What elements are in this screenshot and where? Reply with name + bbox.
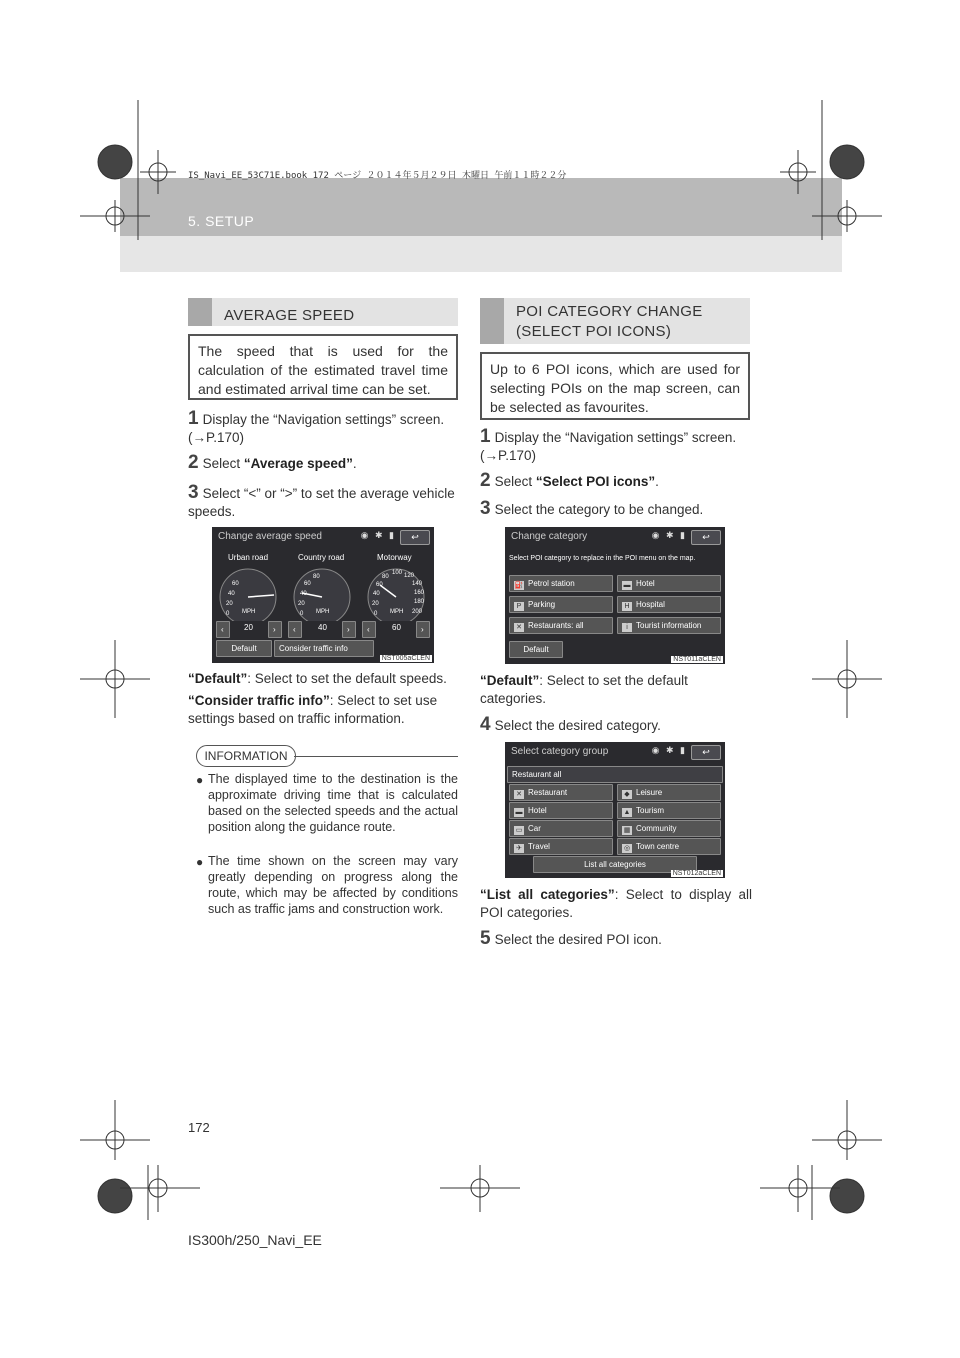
dial3-tick-100: 100 xyxy=(392,570,403,576)
dial2-tick-60: 60 xyxy=(304,581,311,587)
group-car[interactable]: ▭ Car xyxy=(509,820,613,837)
restaurant-icon: ✕ xyxy=(514,623,524,632)
group-town-centre[interactable]: ◎ Town centre xyxy=(617,838,721,855)
note-default-left: “Default”: Select to set the default speeds. xyxy=(188,671,447,686)
info-icon: i xyxy=(622,623,632,632)
dial1-tick-60: 60 xyxy=(232,581,239,587)
urban-increase-button[interactable]: › xyxy=(268,621,282,638)
group-hotel[interactable]: ▬ Hotel xyxy=(509,802,613,819)
parking-icon: P xyxy=(514,602,524,611)
step-1-right: 1 Display the “Navigation settings” screen. (→P.170) xyxy=(480,426,737,463)
urban-decrease-button[interactable]: ‹ xyxy=(216,621,230,638)
hospital-icon: H xyxy=(622,602,632,611)
petrol-icon: ⛽ xyxy=(514,582,524,589)
status-icons: ◉ ✱ ▮ xyxy=(651,530,687,540)
step-5-right: 5 Select the desired POI icon. xyxy=(480,928,662,949)
town-centre-icon: ◎ xyxy=(623,845,631,852)
screen-select-category-group xyxy=(505,742,725,878)
screen-title: Select category group xyxy=(511,746,609,757)
info-bullet-1: ● The displayed time to the destination is the approximate driving time that is calculated based on the selected speeds and the actual position along the guidance route. xyxy=(196,772,458,834)
footer-model: IS300h/250_Navi_EE xyxy=(188,1232,322,1248)
category-restaurants-all[interactable]: ✕ Restaurants: all xyxy=(509,617,613,634)
restaurant-icon: ✕ xyxy=(514,790,524,799)
category-tourist-information[interactable]: i Tourist information xyxy=(617,617,721,634)
section-heading-average-speed xyxy=(188,298,458,326)
dial2-tick-0: 0 xyxy=(300,611,304,617)
step-2-right: 2 Select “Select POI icons”. xyxy=(480,470,659,491)
country-decrease-button[interactable]: ‹ xyxy=(288,621,302,638)
car-icon: ▭ xyxy=(515,827,523,834)
motorway-value: 60 xyxy=(392,623,401,632)
step-3-left: 3 Select “<” or “>” to set the average vehicle speeds. xyxy=(188,482,455,519)
urban-value: 20 xyxy=(244,623,253,632)
label-motorway: Motorway xyxy=(377,553,412,562)
group-leisure[interactable]: ◆ Leisure xyxy=(617,784,721,801)
dial1-tick-40: 40 xyxy=(228,591,235,597)
default-button[interactable]: Default xyxy=(216,640,272,657)
printer-line: IS_Navi_EE_53C71E.book 172 ページ ２０１４年５月２９日 木曜日 午前１１時２２分 xyxy=(188,171,567,181)
page-number: 172 xyxy=(188,1120,210,1135)
back-button[interactable]: ↩ xyxy=(691,530,721,545)
intro-box-poi: Up to 6 POI icons, which are used for selecting POIs on the map screen, can be selected as favourites. xyxy=(480,352,750,420)
dial1-unit: MPH xyxy=(242,609,256,615)
dial1-tick-20: 20 xyxy=(226,601,233,607)
note-consider-traffic: “Consider traffic info”: Select to set use settings based on traffic information. xyxy=(188,693,438,726)
section-label: 5. SETUP xyxy=(188,213,255,229)
travel-icon: ✈ xyxy=(514,844,524,853)
screen-title: Change average speed xyxy=(218,531,322,542)
label-country-road: Country road xyxy=(298,553,345,562)
leisure-icon: ◆ xyxy=(622,790,632,799)
dial3-tick-40: 40 xyxy=(373,591,380,597)
section-heading-poi-category xyxy=(480,298,750,344)
step-4-right: 4 Select the desired category. xyxy=(480,714,661,735)
note-list-all-categories: “List all categories”: Select to display all POI categories. xyxy=(480,887,753,920)
motorway-increase-button[interactable]: › xyxy=(416,621,430,638)
bullet-icon: ● xyxy=(196,855,204,869)
motorway-decrease-button[interactable]: ‹ xyxy=(362,621,376,638)
status-icons: ◉ ✱ ▮ xyxy=(651,745,687,755)
dial3-tick-80: 80 xyxy=(382,574,389,580)
dial3-tick-60: 60 xyxy=(376,582,383,588)
dial3-tick-140: 140 xyxy=(412,581,423,587)
heading-line-2: (SELECT POI ICONS) xyxy=(516,323,672,340)
screen-change-average-speed xyxy=(212,527,434,663)
category-restaurant-all[interactable]: Restaurant all xyxy=(507,766,723,783)
info-bullet-2: ● The time shown on the screen may vary greatly depending on progress along the route, which may be affected by conditions such as traffic jams and construction work. xyxy=(196,854,458,916)
speed-dials xyxy=(212,563,434,621)
label-urban-road: Urban road xyxy=(228,553,269,562)
bullet-icon: ● xyxy=(196,773,204,787)
step-2-left: 2 Select “Average speed”. xyxy=(188,452,357,473)
dial2-tick-20: 20 xyxy=(298,601,305,607)
dial3-tick-200: 200 xyxy=(412,609,423,615)
list-all-categories-button[interactable]: List all categories xyxy=(533,856,697,873)
group-tourism[interactable]: ▲ Tourism xyxy=(617,802,721,819)
screen-subtitle: Select POI category to replace in the POI menu on the map. xyxy=(509,555,696,562)
category-petrol-station[interactable]: ⛽ Petrol station xyxy=(509,575,613,592)
dial2-unit: MPH xyxy=(316,609,330,615)
image-code: NST005aCLEN xyxy=(381,655,430,662)
status-icons: ◉ ✱ ▮ xyxy=(360,530,396,540)
screen-change-category xyxy=(505,527,725,664)
image-code: NST012aCLEN xyxy=(672,870,721,877)
heading-text: AVERAGE SPEED xyxy=(224,307,355,324)
tourism-icon: ▲ xyxy=(623,809,631,816)
dial2-tick-80: 80 xyxy=(313,574,320,580)
dial3-tick-160: 160 xyxy=(414,590,425,596)
intro-box-average-speed: The speed that is used for the calculation of the estimated travel time and estimated arrival time can be set. xyxy=(188,334,458,400)
step-1-left: 1 Display the “Navigation settings” screen. (→P.170) xyxy=(188,408,445,445)
country-increase-button[interactable]: › xyxy=(342,621,356,638)
default-button[interactable]: Default xyxy=(509,641,563,658)
dial3-tick-20: 20 xyxy=(372,601,379,607)
group-restaurant[interactable]: ✕ Restaurant xyxy=(509,784,613,801)
back-button[interactable]: ↩ xyxy=(691,745,721,760)
dial3-tick-180: 180 xyxy=(414,599,425,605)
dial1-tick-0: 0 xyxy=(226,611,230,617)
consider-traffic-info-button[interactable]: Consider traffic info xyxy=(274,640,374,657)
heading-line-1: POI CATEGORY CHANGE xyxy=(516,303,703,320)
dial2-tick-40: 40 xyxy=(300,591,307,597)
group-community[interactable]: ▦ Community xyxy=(617,820,721,837)
dial3-tick-0: 0 xyxy=(374,611,378,617)
category-hotel[interactable]: ▬ Hotel xyxy=(617,575,721,592)
information-rule xyxy=(294,756,458,757)
category-parking[interactable]: P Parking xyxy=(509,596,613,613)
note-default-right: “Default”: Select to set the default categories. xyxy=(480,673,688,706)
screen-title: Change category xyxy=(511,531,588,542)
category-hospital[interactable]: H Hospital xyxy=(617,596,721,613)
hotel-icon: ▬ xyxy=(515,809,523,816)
country-value: 40 xyxy=(318,623,327,632)
information-label: INFORMATION xyxy=(196,745,296,767)
image-code: NST011aCLEN xyxy=(673,656,721,663)
hotel-icon: ▬ xyxy=(623,582,631,589)
group-travel[interactable]: ✈ Travel xyxy=(509,838,613,855)
dial3-unit: MPH xyxy=(390,609,404,615)
step-3-right: 3 Select the category to be changed. xyxy=(480,498,704,519)
community-icon: ▦ xyxy=(623,827,631,834)
back-button[interactable]: ↩ xyxy=(400,530,430,545)
dial3-tick-120: 120 xyxy=(404,573,415,579)
